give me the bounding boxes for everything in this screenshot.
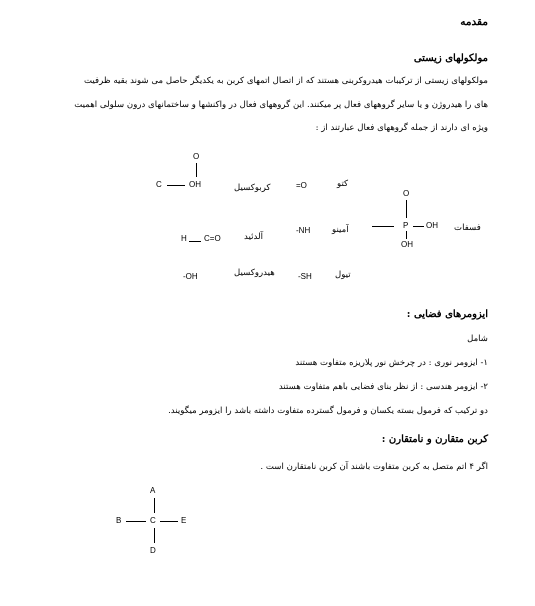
section-title-stereoisomers: ایزومرهای فضایی : bbox=[406, 309, 488, 320]
phosphate-double-bond bbox=[406, 200, 407, 218]
phosphate-label: فسفات bbox=[454, 223, 481, 233]
thiol-formula: -SH bbox=[298, 272, 312, 281]
central-carbon: C bbox=[150, 516, 156, 525]
chiral-carbon-definition: اگر ۴ اتم متصل به کربن متفاوت باشند آن کربن نامتقارن است . bbox=[260, 462, 488, 472]
substituent-d: D bbox=[150, 546, 156, 555]
bond-right bbox=[160, 521, 178, 522]
phosphate-top-oxygen: O bbox=[403, 189, 410, 198]
phosphate-left-bond bbox=[372, 226, 394, 227]
substituent-e: E bbox=[181, 516, 187, 525]
thiol-label: تیول bbox=[335, 270, 351, 280]
hydroxyl-label: هیدروکسیل bbox=[234, 268, 275, 278]
amino-label: آمینو bbox=[332, 225, 349, 235]
keto-label: کتو bbox=[337, 179, 349, 189]
bond-left bbox=[126, 521, 146, 522]
carboxyl-bond bbox=[167, 185, 185, 186]
isomer-item-2: ۲- ایزومر هندسی : از نظر بنای فضایی باهم متفاوت هستند bbox=[278, 382, 488, 392]
isomer-item-1: ۱- ایزومر نوری : در چرخش نور پلاریزه متفاوت هستند bbox=[295, 358, 488, 368]
bond-top bbox=[154, 498, 155, 513]
substituent-b: B bbox=[116, 516, 122, 525]
amino-formula: -NH bbox=[296, 226, 311, 235]
isomer-definition: دو ترکیب که فرمول بسته یکسان و فرمول گسترده متفاوت داشته باشد را ایزومر میگویند. bbox=[168, 406, 488, 416]
phosphate-bottom-hydroxyl: OH bbox=[401, 240, 413, 249]
paragraph-line-1: مولکولهای زیستی از ترکیبات هیدروکربنی هستند که از اتصال اتمهای کربن به یکدیگر حاصل می شوند بقیه ظرفیت bbox=[83, 76, 488, 86]
carboxyl-hydroxyl: OH bbox=[189, 180, 201, 189]
carboxyl-carbon: C bbox=[156, 180, 162, 189]
phosphate-phosphorus: P bbox=[403, 221, 409, 230]
stereoisomers-intro: شامل bbox=[467, 334, 488, 344]
paragraph-line-2: های را هیدروژن و یا سایر گروههای فعال پر میکنند. این گروههای فعال در واکنشها و ساختمانهای درون سلولی اهمیت bbox=[74, 100, 488, 110]
aldehyde-label: آلدئید bbox=[244, 232, 264, 242]
page-heading: مقدمه bbox=[460, 16, 488, 28]
section-title-chiral-carbon: کربن متقارن و نامتقارن : bbox=[381, 434, 488, 445]
phosphate-bottom-bond bbox=[406, 231, 407, 239]
paragraph-line-3: ویژه ای دارند از جمله گروههای فعال عبارتند از : bbox=[315, 123, 488, 133]
aldehyde-bond bbox=[189, 241, 201, 242]
aldehyde-carbonyl: C=O bbox=[204, 234, 221, 243]
carboxyl-oxygen: O bbox=[193, 152, 200, 161]
hydroxyl-formula: -OH bbox=[183, 272, 198, 281]
bond-bottom bbox=[154, 528, 155, 543]
carboxyl-double-bond bbox=[196, 163, 197, 177]
phosphate-right-hydroxyl: OH bbox=[426, 221, 438, 230]
substituent-a: A bbox=[150, 486, 156, 495]
carboxyl-label: کربوکسیل bbox=[234, 183, 271, 193]
phosphate-right-bond bbox=[413, 226, 424, 227]
keto-formula: =O bbox=[296, 181, 307, 190]
aldehyde-hydrogen: H bbox=[181, 234, 187, 243]
section-title-biomolecules: مولکولهای زیستی bbox=[413, 53, 488, 64]
